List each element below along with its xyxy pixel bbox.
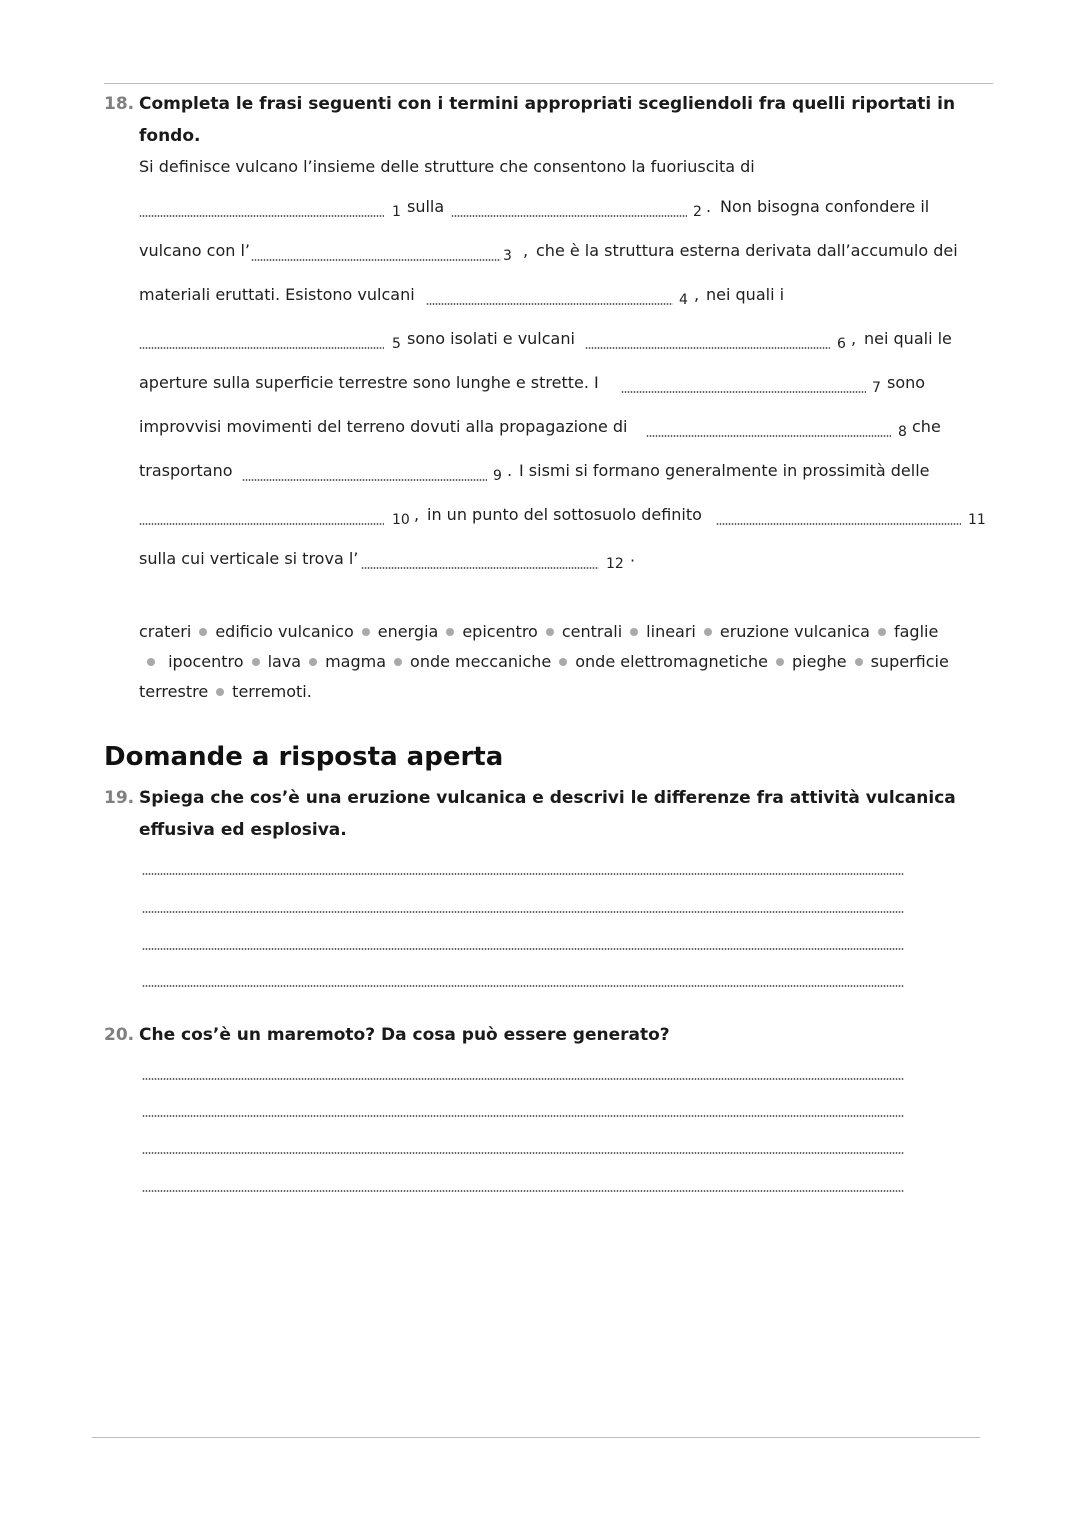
- q18-comma-6: ,: [851, 329, 857, 348]
- word-bank-term: terremoti.: [232, 682, 312, 701]
- word-bank-term: pieghe: [792, 652, 847, 671]
- q20-answer-line[interactable]: [142, 1078, 904, 1080]
- bullet-separator: [855, 658, 863, 666]
- word-bank-term: ipocentro: [168, 652, 244, 671]
- blank-6[interactable]: [585, 347, 830, 349]
- q18-sono-isolati: sono isolati e vulcani: [407, 329, 575, 348]
- blank-3[interactable]: [251, 259, 501, 261]
- blank-12[interactable]: [361, 567, 599, 569]
- q18-sulla: sulla: [407, 197, 445, 216]
- word-bank-term: centrali: [561, 622, 623, 641]
- q19-number: 19.: [104, 788, 135, 808]
- q18-che: che: [912, 417, 941, 436]
- blank-number-10: 10: [392, 512, 410, 528]
- q18-nei-quali-le: nei quali le: [864, 329, 952, 348]
- blank-number-1: 1: [392, 204, 401, 220]
- bullet-separator: [199, 628, 207, 636]
- top-rule: [104, 83, 993, 84]
- blank-number-2: 2: [693, 204, 702, 220]
- q18-period-12: ·: [630, 551, 636, 570]
- q19-text-line1: Spiega che cos’è una eruzione vulcanica e descrivi le differenze fra attività vulcanica: [139, 788, 956, 808]
- q18-intro: Si definisce vulcano l’insieme delle strutture che consentono la fuoriuscita di: [139, 157, 755, 176]
- q18-trasportano: trasportano: [139, 461, 233, 480]
- q19-answer-line[interactable]: [142, 985, 904, 987]
- q19-answer-line[interactable]: [142, 911, 904, 913]
- section-title-open-questions: Domande a risposta aperta: [104, 742, 504, 772]
- q18-in-un-punto: in un punto del sottosuolo definito: [427, 505, 702, 524]
- q20-text: Che cos’è un maremoto? Da cosa può essere generato?: [139, 1025, 670, 1045]
- bullet-separator: [704, 628, 712, 636]
- q20-answer-line[interactable]: [142, 1115, 904, 1117]
- blank-2[interactable]: [451, 215, 687, 217]
- blank-number-12: 12: [606, 556, 624, 572]
- q18-comma-3: ,: [523, 241, 529, 260]
- blank-11[interactable]: [716, 523, 961, 525]
- q18-nei-quali-i: nei quali i: [706, 285, 785, 304]
- q18-title-line1: Completa le frasi seguenti con i termini appropriati scegliendoli fra quelli riportati in: [139, 94, 956, 114]
- q18-period-9: .: [507, 461, 513, 480]
- q18-aperture: aperture sulla superficie terrestre sono lunghe e strette. I: [139, 373, 599, 392]
- blank-number-4: 4: [679, 292, 688, 308]
- blank-number-5: 5: [392, 336, 401, 352]
- blank-number-8: 8: [898, 424, 907, 440]
- bullet-separator: [216, 688, 224, 696]
- word-bank-term: onde elettromagnetiche: [575, 652, 768, 671]
- bottom-rule: [92, 1437, 980, 1438]
- blank-number-9: 9: [493, 468, 502, 484]
- bullet-separator: [559, 658, 567, 666]
- bullet-separator: [252, 658, 260, 666]
- blank-9[interactable]: [242, 479, 487, 481]
- blank-10[interactable]: [139, 523, 384, 525]
- bullet-separator: [147, 658, 155, 666]
- bullet-separator: [309, 658, 317, 666]
- word-bank-term: lineari: [646, 622, 696, 641]
- q19-answer-line[interactable]: [142, 873, 904, 875]
- bullet-separator: [446, 628, 454, 636]
- q18-number: 18.: [104, 94, 135, 114]
- word-bank-term: faglie: [893, 622, 939, 641]
- blank-number-6: 6: [837, 336, 846, 352]
- q20-answer-line[interactable]: [142, 1152, 904, 1154]
- blank-number-7: 7: [872, 380, 881, 396]
- q19-answer-line[interactable]: [142, 948, 904, 950]
- q20-number: 20.: [104, 1025, 135, 1045]
- q18-period-2: .: [706, 197, 712, 216]
- word-bank-term: epicentro: [462, 622, 538, 641]
- word-bank-term: magma: [325, 652, 387, 671]
- q18-improvvisi: improvvisi movimenti del terreno dovuti alla propagazione di: [139, 417, 628, 436]
- blank-5[interactable]: [139, 347, 384, 349]
- word-bank-term: lava: [267, 652, 302, 671]
- word-bank-term: crateri: [139, 622, 192, 641]
- q18-struttura: che è la struttura esterna derivata dall’accumulo dei: [536, 241, 958, 260]
- blank-7[interactable]: [621, 391, 866, 393]
- word-bank-term: edificio vulcanico: [215, 622, 354, 641]
- q18-non-bisogna: Non bisogna confondere il: [720, 197, 930, 216]
- q20-answer-line[interactable]: [142, 1190, 904, 1192]
- q18-title-line2: fondo.: [139, 126, 201, 146]
- q19-text-line2: effusiva ed esplosiva.: [139, 820, 347, 840]
- bullet-separator: [546, 628, 554, 636]
- q18-materiali: materiali eruttati. Esistono vulcani: [139, 285, 415, 304]
- word-bank-term: eruzione vulcanica: [719, 622, 870, 641]
- q18-comma-10: ,: [414, 505, 420, 524]
- q18-sono: sono: [887, 373, 926, 392]
- q18-comma-4: ,: [694, 285, 700, 304]
- blank-4[interactable]: [426, 303, 673, 305]
- word-bank-term: energia: [377, 622, 439, 641]
- q18-i-sismi: I sismi si formano generalmente in prossimità delle: [519, 461, 930, 480]
- word-bank-term: onde meccaniche: [410, 652, 552, 671]
- q18-sulla-cui: sulla cui verticale si trova l’: [139, 549, 359, 568]
- word-bank-term: superficie terrestre: [139, 652, 949, 701]
- bullet-separator: [362, 628, 370, 636]
- blank-8[interactable]: [646, 435, 891, 437]
- bullet-separator: [878, 628, 886, 636]
- blank-number-11: 11: [968, 512, 986, 528]
- blank-1[interactable]: [139, 215, 384, 217]
- bullet-separator: [776, 658, 784, 666]
- bullet-separator: [630, 628, 638, 636]
- word-bank: [139, 617, 959, 707]
- q18-vulcano-con: vulcano con l’: [139, 241, 251, 260]
- bullet-separator: [394, 658, 402, 666]
- blank-number-3: 3: [503, 248, 512, 264]
